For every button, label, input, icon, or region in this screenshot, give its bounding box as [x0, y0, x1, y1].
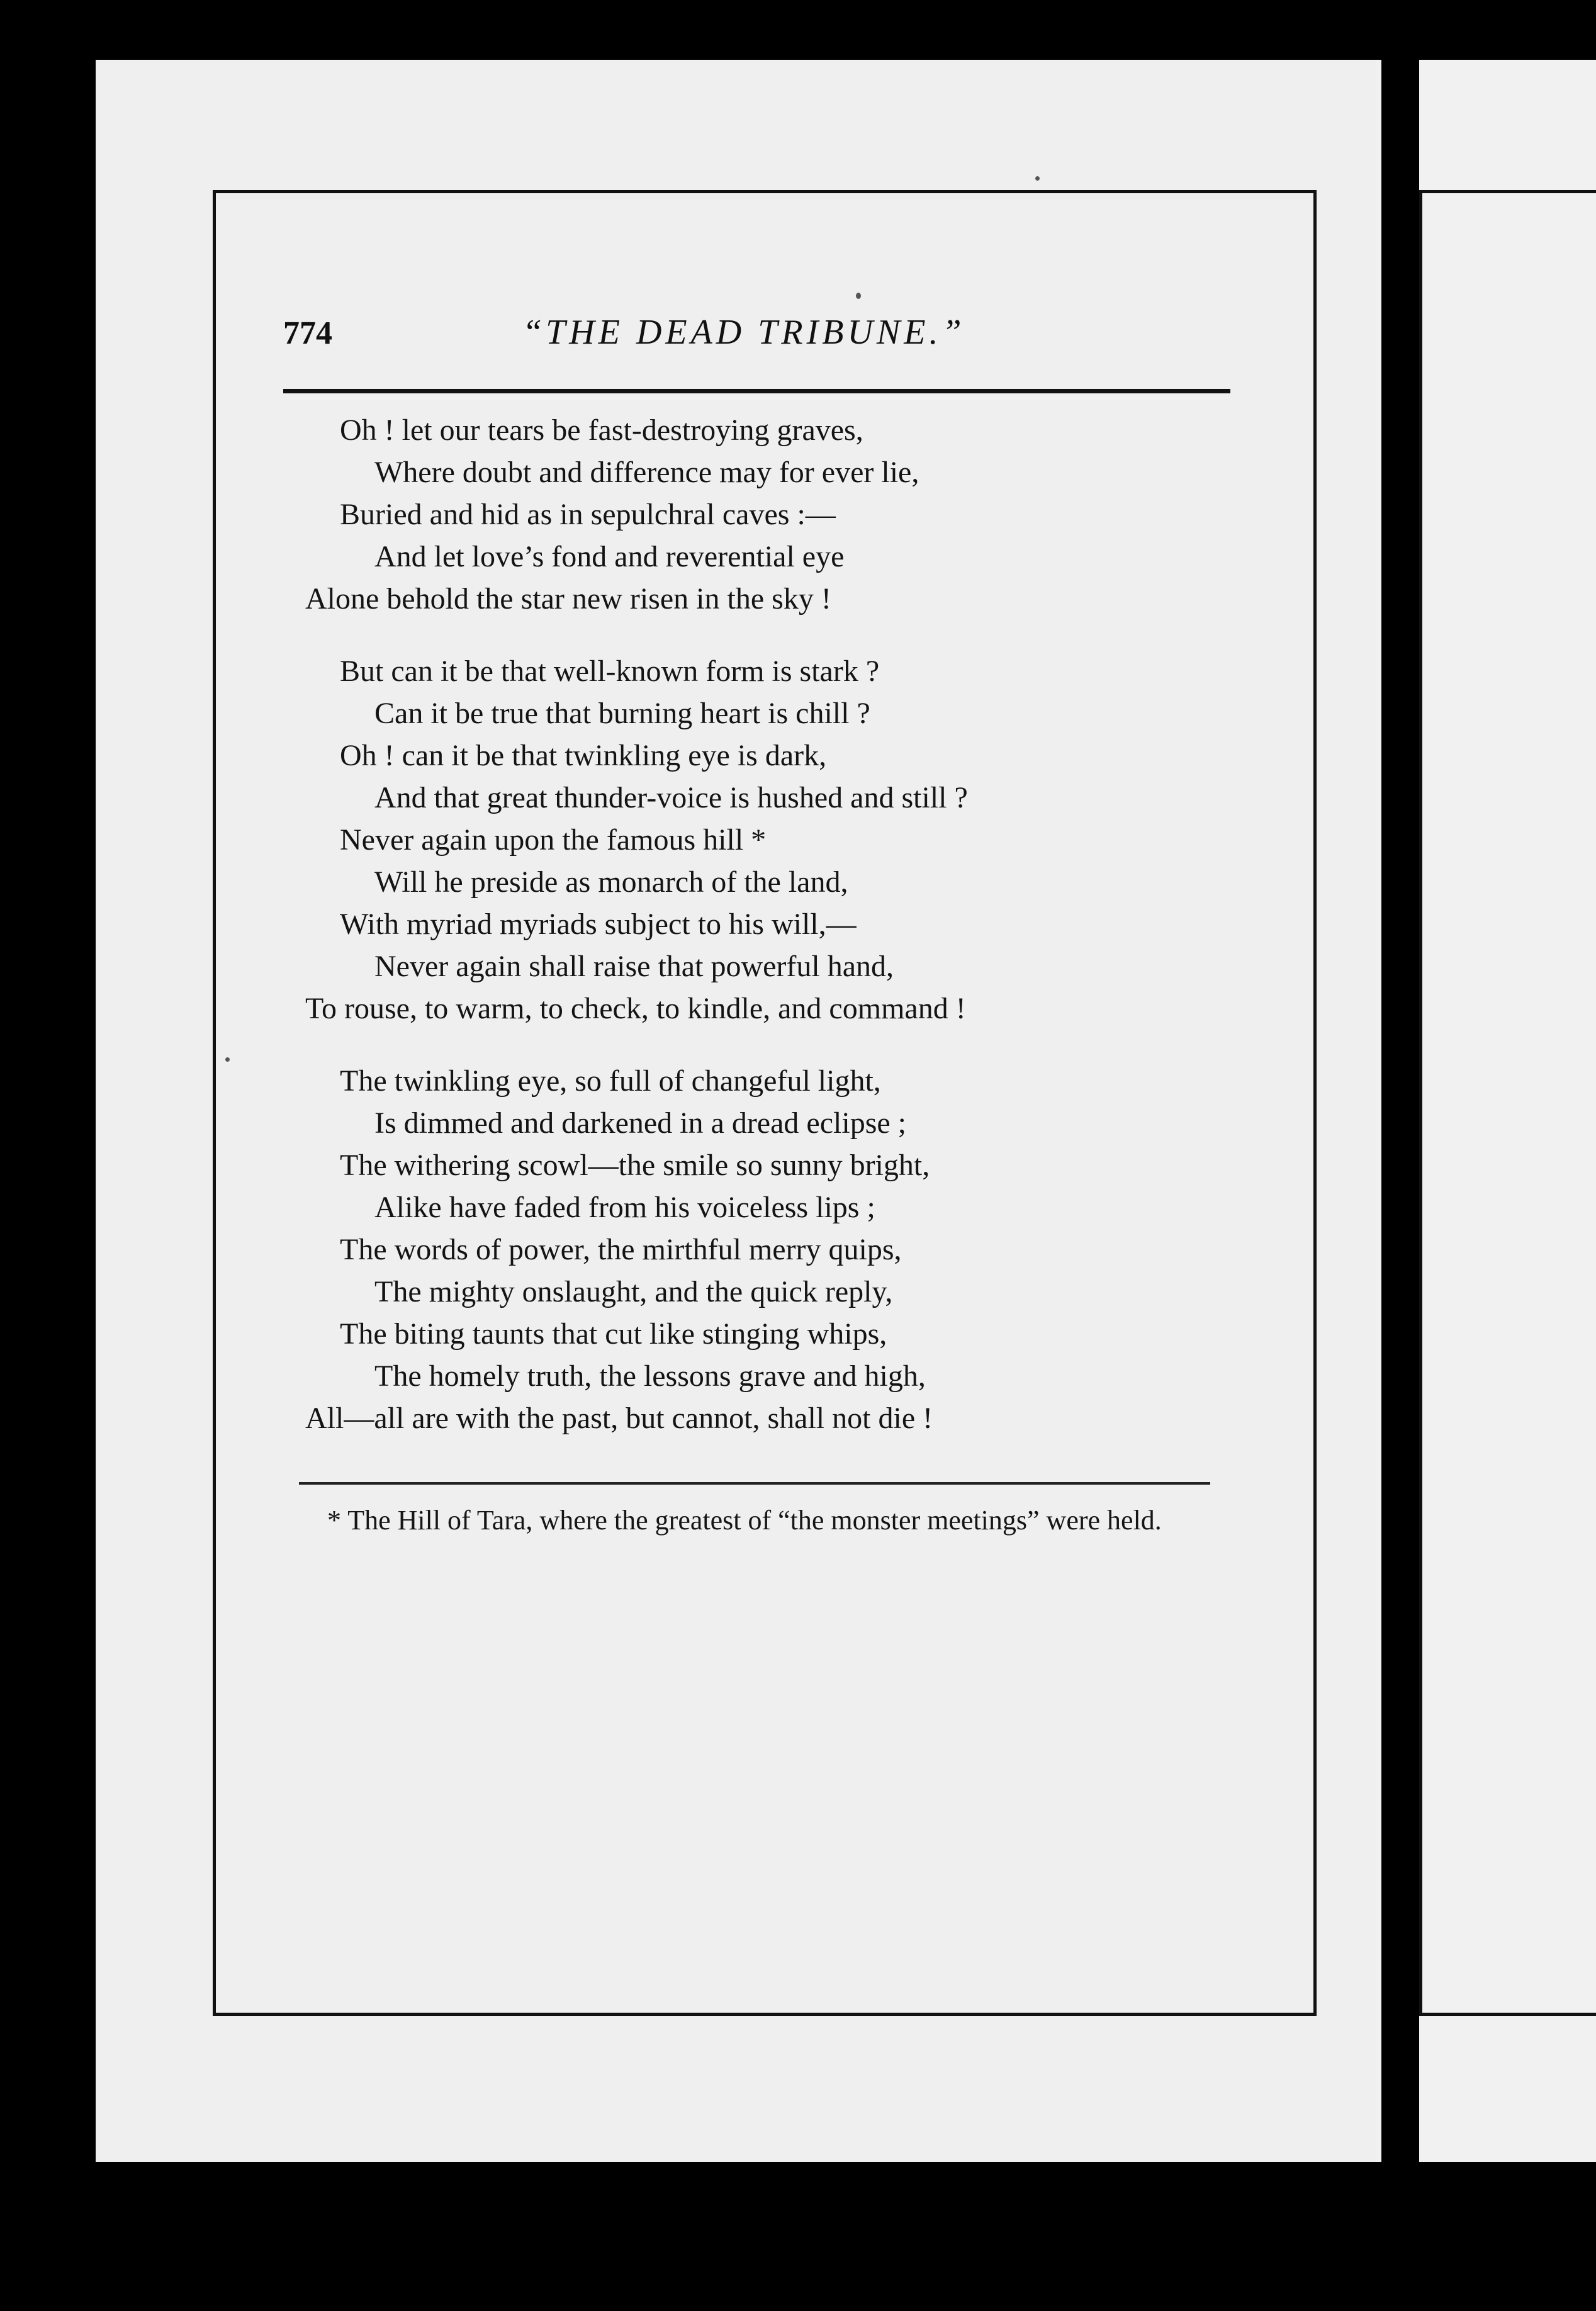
- poem-line: Never again upon the famous hill *: [340, 823, 767, 857]
- poem-line: Oh ! let our tears be fast-destroying graves,: [340, 413, 863, 447]
- poem-line: The homely truth, the lessons grave and high,: [374, 1359, 926, 1393]
- stanza-1: [305, 409, 1240, 620]
- speck-mark: [856, 293, 861, 299]
- speck-mark: [1035, 176, 1040, 181]
- poem-line: The words of power, the mirthful merry quips,: [340, 1233, 902, 1266]
- poem-line: The twinkling eye, so full of changeful light,: [340, 1064, 881, 1098]
- poem-line: And let love’s fond and reverential eye: [374, 540, 845, 573]
- footnote-rule: [299, 1482, 1210, 1485]
- poem-line: Where doubt and difference may for ever lie,: [374, 456, 919, 489]
- stanza-3: [305, 1060, 1240, 1439]
- poem: [305, 409, 1240, 1470]
- footnote: * The Hill of Tara, where the greatest of “the monster meetings” were held.: [327, 1505, 1162, 1536]
- poem-line: Oh ! can it be that twinkling eye is dark,: [340, 739, 827, 772]
- poem-line: Alike have faded from his voiceless lips ;: [374, 1191, 875, 1224]
- poem-line: Is dimmed and darkened in a dread eclipse ;: [374, 1106, 907, 1140]
- poem-line: But can it be that well-known form is stark ?: [340, 655, 880, 688]
- poem-line: With myriad myriads subject to his will,—: [340, 908, 857, 941]
- poem-line: The biting taunts that cut like stinging whips,: [340, 1317, 887, 1351]
- poem-line: And that great thunder-voice is hushed and still ?: [374, 781, 968, 814]
- speck-mark: [225, 1057, 230, 1062]
- poem-line: Alone behold the star new risen in the sky !: [305, 582, 831, 616]
- poem-line: All—all are with the past, but cannot, shall not die !: [305, 1402, 933, 1435]
- page-gutter: [1381, 60, 1419, 2162]
- poem-line: The mighty onslaught, and the quick reply,: [374, 1275, 893, 1308]
- header-rule: [283, 389, 1230, 393]
- poem-line: Never again shall raise that powerful hand,: [374, 950, 894, 983]
- stanza-2: [305, 650, 1240, 1030]
- poem-line: Will he preside as monarch of the land,: [374, 865, 848, 899]
- poem-line: The withering scowl—the smile so sunny bright,: [340, 1149, 930, 1182]
- poem-line: To rouse, to warm, to check, to kindle, and command !: [305, 992, 966, 1025]
- running-title: “THE DEAD TRIBUNE.”: [522, 313, 965, 352]
- page-number: 774: [283, 315, 332, 351]
- running-head: [283, 308, 1227, 359]
- right-page-border: [1419, 190, 1596, 2016]
- poem-line: Buried and hid as in sepulchral caves :—: [340, 498, 836, 531]
- poem-line: Can it be true that burning heart is chill ?: [374, 697, 870, 730]
